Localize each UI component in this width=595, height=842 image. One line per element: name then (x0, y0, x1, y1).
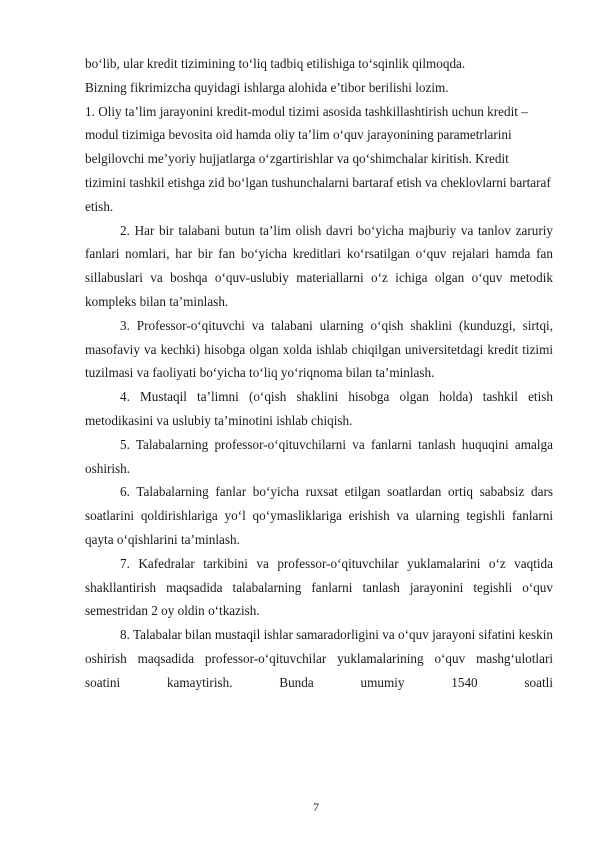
paragraph-item-1: 1. Oliy ta’lim jarayonini kredit-modul tizimi asosida tashkillashtirish uchun kredit – modul tizimiga bevosita oid hamda oliy ta’lim o‘quv jarayonining parametrlarini belgilovchi me’yoriy hujjatlarga o‘zgartirishlar va qo‘shimchalar kiritish. Kredit tizimini tashkil etishga zid bo‘lgan tushunchalarni bartaraf etish va cheklovlarni bartaraf etish. (85, 103, 551, 214)
paragraph-item-6: 6. Talabalarning fanlar bo‘yicha ruxsat etilgan soatlardan ortiq sababsiz dars soatlarini qoldirishlariga yo‘l qo‘ymasliklariga erishish va ularning tegishli fanlarni qayta o‘qishlarini ta’minlash. (85, 484, 553, 547)
paragraph-item-4: 4. Mustaqil ta’limni (o‘qish shaklini hisobga olgan holda) tashkil etish metodikasini va uslubiy ta’minotini ishlab chiqish. (85, 389, 553, 428)
page-number: 7 (313, 800, 319, 814)
paragraph-item-7: 7. Kafedralar tarkibini va professor-o‘qituvchilar yuklamalarini o‘z vaqtida shakllantirish maqsadida talabalarning fanlarni tanlash jarayonini tegishli o‘quv semestridan 2 oy oldin o‘tkazish. (85, 555, 553, 619)
paragraph-item-5: 5. Talabalarning professor-o‘qituvchilarni va fanlarni tanlash huquqini amalga oshirish. (85, 436, 553, 476)
paragraph-intro: Bizning fikrimizcha quyidagi ishlarga alohida e’tibor berilishi lozim. (85, 79, 449, 95)
paragraph-item-3: 3. Professor-o‘qituvchi va talabani ularning o‘qish shaklini (kunduzgi, sirtqi, masofaviy va kechki) hisobga olgan xolda ishlab chiqilgan universitetdagi kredit tizimi tuzilmasi va faoliyati bo‘yicha to‘liq yo‘riqnoma bilan ta’minlash. (85, 317, 553, 381)
paragraph-continuation: bo‘lib, ular kredit tizimining to‘liq tadbiq etilishiga to‘sqinlik qilmoqda. (85, 56, 466, 71)
paragraph-item-8: 8. Talabalar bilan mustaqil ishlar samaradorligini va o‘quv jarayoni sifatini keskin oshirish maqsadida professor-o‘qituvchilar yuklamalarining o‘quv mashg‘ulotlari soatini kamaytirish. Bunda umumiy 1540 soatli (85, 627, 553, 690)
paragraph-item-2: 2. Har bir talabani butun ta’lim olish davri bo‘yicha majburiy va tanlov zaruriy fanlari nomlari, har bir fan bo‘yicha kreditlari ko‘rsatilgan o‘quv rejalari hamda fan sillabuslari va boshqa o‘quv-uslubiy materiallarni o‘z ichiga olgan o‘quv metodik kompleks bilan ta’minlash. (85, 222, 553, 309)
document-body (85, 52, 553, 695)
